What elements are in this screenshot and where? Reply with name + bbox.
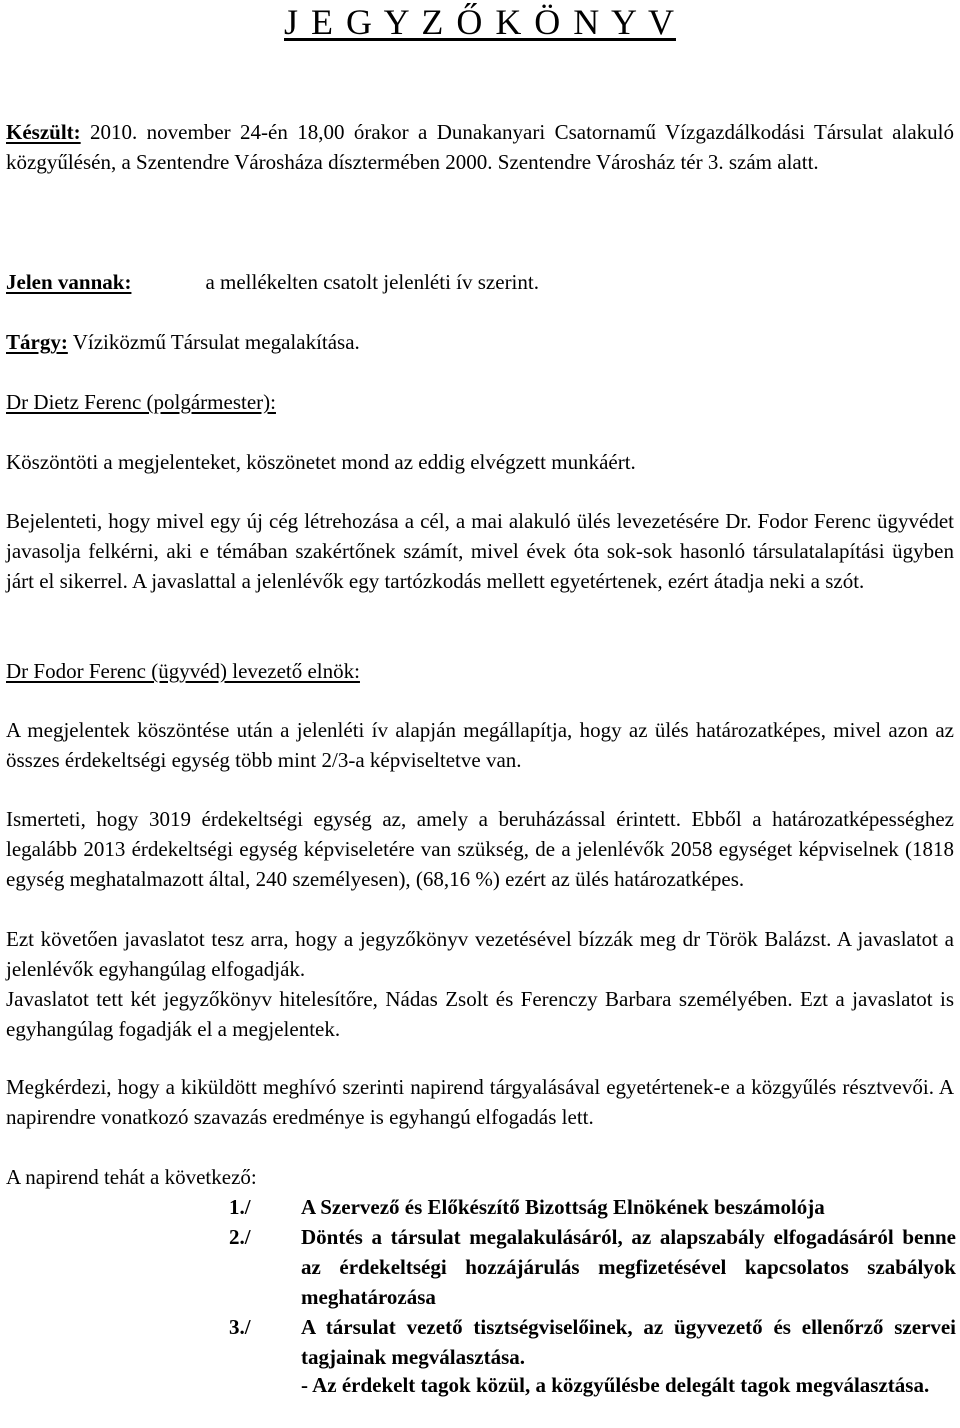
paragraph-4: Ismerteti, hogy 3019 érdekeltségi egység az, amely a beruházással érintett. Ebből a határozatképességhez legalább 2013 érdekeltségi egység képviseletére van szükség, de a jelenlévők 2058 egységet képviselnek (1818 egység meghatalmazott által, 240 személyesen), (68,16 %) ezért az ülés határozatképes. — [6, 807, 954, 891]
speaker-fodor — [6, 656, 954, 686]
jelen-text: a mellékelten csatolt jelenléti ív szerint. — [205, 270, 539, 294]
keszult-text: 2010. november 24-én 18,00 órakor a Dunakanyari Csatornamű Vízgazdálkodási Társulat alakuló közgyűlésén, a Szentendre Városháza dísztermében 2000. Szentendre Városház tér 3. szám alatt. — [6, 120, 954, 174]
paragraph-3: A megjelentek köszöntése után a jelenléti ív alapján megállapítja, hogy az ülés határozatképes, mivel azon az összes érdekeltségi egység több mint 2/3-a képviseltetve van. — [6, 718, 954, 772]
jelen-paragraph — [6, 267, 954, 297]
document-title: J E G Y Z Ő K Ö N Y V — [284, 2, 676, 42]
agenda-item-text: A Szervező és Előkészítő Bizottság Elnökének beszámolója — [301, 1195, 825, 1219]
keszult-label: Készült: — [6, 120, 81, 144]
keszult-paragraph — [6, 117, 954, 177]
paragraph-7: Megkérdezi, hogy a kiküldött meghívó szerinti napirend tárgyalásával egyetértenek-e a közgyűlés résztvevői. A napirendre vonatkozó szavazás eredménye is egyhangú elfogadás lett. — [6, 1075, 954, 1129]
agenda-subitem-text: - Az érdekelt tagok közül, a közgyűlésbe delegált tagok megválasztása. — [301, 1373, 930, 1397]
speaker-fodor-label: Dr Fodor Ferenc (ügyvéd) levezető elnök: — [6, 659, 360, 683]
speaker-dietz — [6, 387, 954, 417]
speaker-dietz-label: Dr Dietz Ferenc (polgármester): — [6, 390, 276, 414]
agenda-item-text: A társulat vezető tisztségviselőinek, az ügyvezető és ellenőrző szervei tagjainak megválasztása. — [301, 1315, 956, 1369]
agenda-item-number: 3./ — [229, 1315, 251, 1339]
agenda-item-text: Döntés a társulat megalakulásáról, az alapszabály elfogadásáról benne az érdekeltségi hozzájárulás megfizetésével kapcsolatos szabályok meghatározása — [301, 1225, 956, 1309]
paragraph-5: Ezt követően javaslatot tesz arra, hogy a jegyzőkönyv vezetésével bízzák meg dr Török Balázst. A javaslatot a jelenlévők egyhangúlag elfogadják. — [6, 927, 954, 981]
targy-text: Víziközmű Társulat megalakítása. — [67, 330, 360, 354]
agenda-intro: A napirend tehát a következő: — [6, 1165, 257, 1189]
paragraph-1: Köszöntöti a megjelenteket, köszönetet mond az eddig elvégzett munkáért. — [6, 450, 636, 474]
paragraph-2: Bejelenteti, hogy mivel egy új cég létrehozása a cél, a mai alakuló ülés levezetésére Dr. Fodor Ferenc ügyvédet javasolja felkérni, aki e témában szakértőnek számít, mivel évek óta sok-sok hasonló társulatalapítási ügyben járt el sikerrel. A javaslattal a jelenlévők egy tartózkodás mellett egyetértenek, ezért átadja neki a szót. — [6, 509, 954, 593]
agenda-item-number: 1./ — [229, 1195, 251, 1219]
targy-label: Tárgy: — [6, 330, 68, 354]
agenda-item-number: 2./ — [229, 1225, 251, 1249]
targy-paragraph — [6, 327, 954, 357]
paragraph-6: Javaslatot tett két jegyzőkönyv hitelesítőre, Nádas Zsolt és Ferenczy Barbara személyében. Ezt a javaslatot is egyhangúlag fogadják el a megjelentek. — [6, 987, 954, 1041]
jelen-label: Jelen vannak: — [6, 270, 132, 294]
